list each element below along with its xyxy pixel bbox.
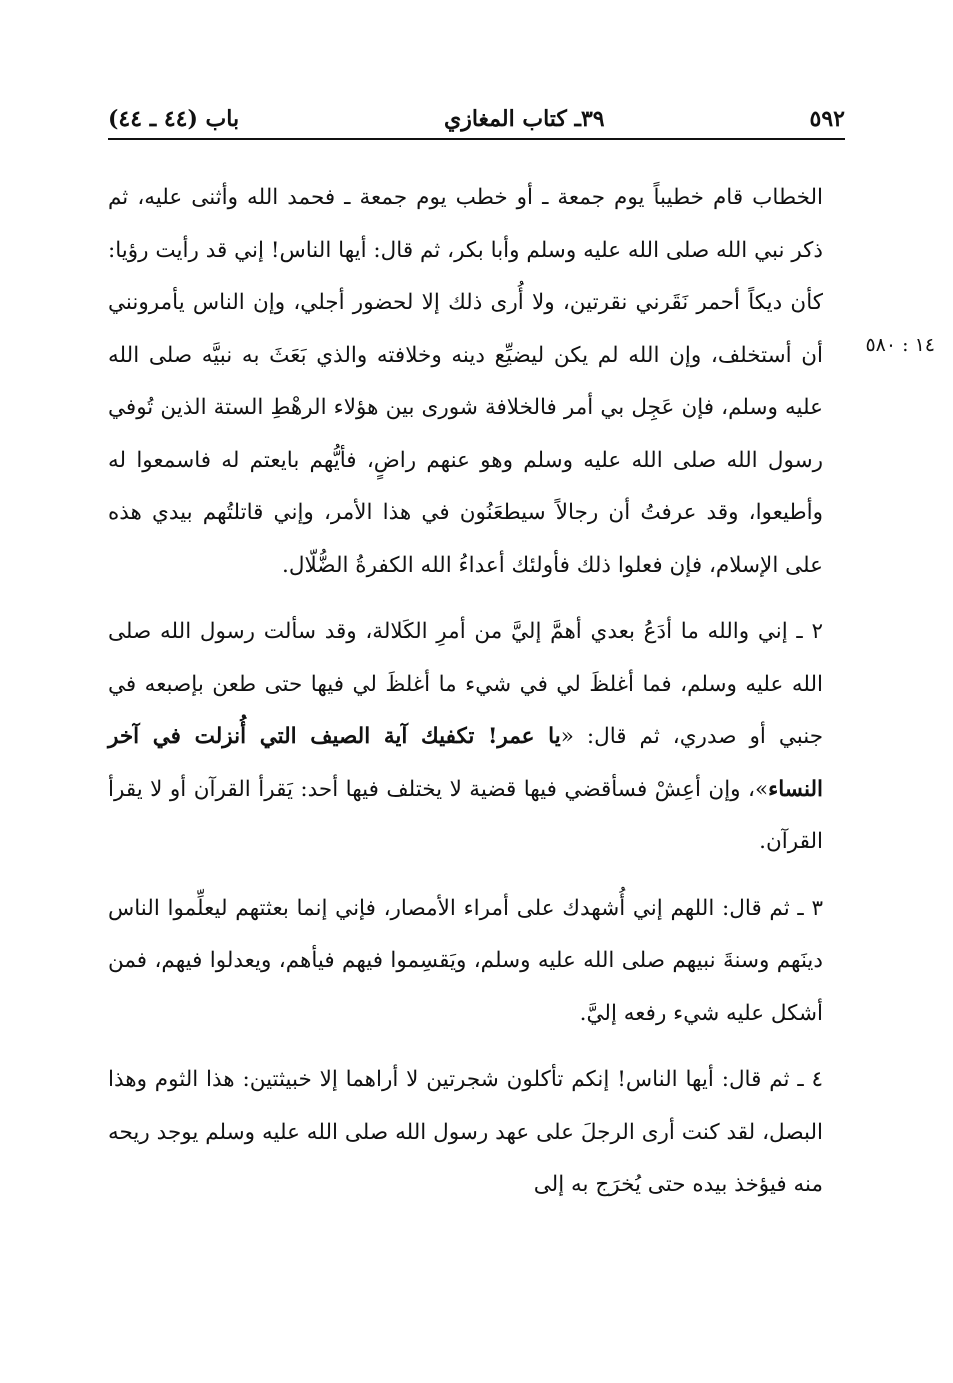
book-title: ٣٩ـ كتاب المغازي [444,106,605,132]
page-body [108,172,823,1212]
page-number: ٥٩٢ [809,106,845,132]
paragraph-2-text-start: ٢ ـ إني والله ما أدَعُ بعدي أهمَّ إليَّ من أمرِ الكَلالة، وقد سألت رسول الله صلى الله عليه وسلم، فما أغلظَ لي في شيء ما أغلظَ لي فيها حتى طعن بإصبعه في جنبي أو صدري، ثم قال: « [108,619,824,749]
hadith-quote: يا عمر! تكفيك آية الصيف التي أُنزلت في آخر النساء [108,724,823,802]
paragraph-2-text-end: »، وإن أعِشْ فسأقضي فيها قضية لا يختلف فيها أحد: يَقرأ القرآن أو لا يقرأ القرآن. [108,776,823,854]
page-header [108,92,845,132]
paragraph-1: الخطاب قام خطيباً يوم جمعة ـ أو خطب يوم جمعة ـ فحمد الله وأثنى عليه، ثم ذكر نبي الله صلى الله عليه وسلم وأبا بكر، ثم قال: أيها الناس! إني قد رأيت رؤيا: كأن ديكاً أحمر نَقَرني نقرتين، ولا أُرى ذلك إلا لحضور أجلي، وإن الناس يأمرونني أن أستخلف، وإن الله لم يكن ليضيِّع دينه وخلافته والذي بَعَثَ به نبيَّه صلى الله عليه وسلم، فإن عَجِل بي أمر فالخلافة شورى بين هؤلاء الرهْطِ الستة الذين تُوفي رسول الله صلى الله عليه وسلم وهو عنهم راضٍ، فأيُّهم بايعتم له فاسمعوا له وأطيعوا، وقد عرفتُ أن رجالاً سيطعَنُون في هذا الأمر، وإني قاتلتُهم بيدي هذه على الإسلام، فإن فعلوا ذلك فأولئك أعداءُ الله الكفرةُ الضُّلّال. [108,185,823,578]
header-divider [108,138,845,140]
paragraph-3: ٣ ـ ثم قال: اللهم إني أُشهدك على أمراء الأمصار، فإني إنما بعثتهم ليعلِّموا الناس دينَهم وسنةَ نبيهم صلى الله عليه وسلم، ويَقسِموا فيهم فيأهم، ويعدلوا فيهم، فمن أشكل عليه شيء رفعه إليَّ. [108,895,823,1026]
chapter-label: باب (٤٤ ـ ٤٤) [108,106,240,132]
margin-reference: ١٤ : ٥٨٠ [865,334,935,356]
paragraph-gap [108,869,823,883]
paragraph-gap [108,592,823,606]
paragraph-2 [108,606,823,869]
paragraph-4: ٤ ـ ثم قال: أيها الناس! إنكم تأكلون شجرتين لا أراهما إلا خبيثتين: هذا الثوم وهذا البصل، لقد كنت أرى الرجلَ على عهد رسول الله صلى الله عليه وسلم يوجد ريحه منه فيؤخذ بيده حتى يُخرَج به إلى [108,1067,823,1197]
paragraph-gap [108,1040,823,1054]
